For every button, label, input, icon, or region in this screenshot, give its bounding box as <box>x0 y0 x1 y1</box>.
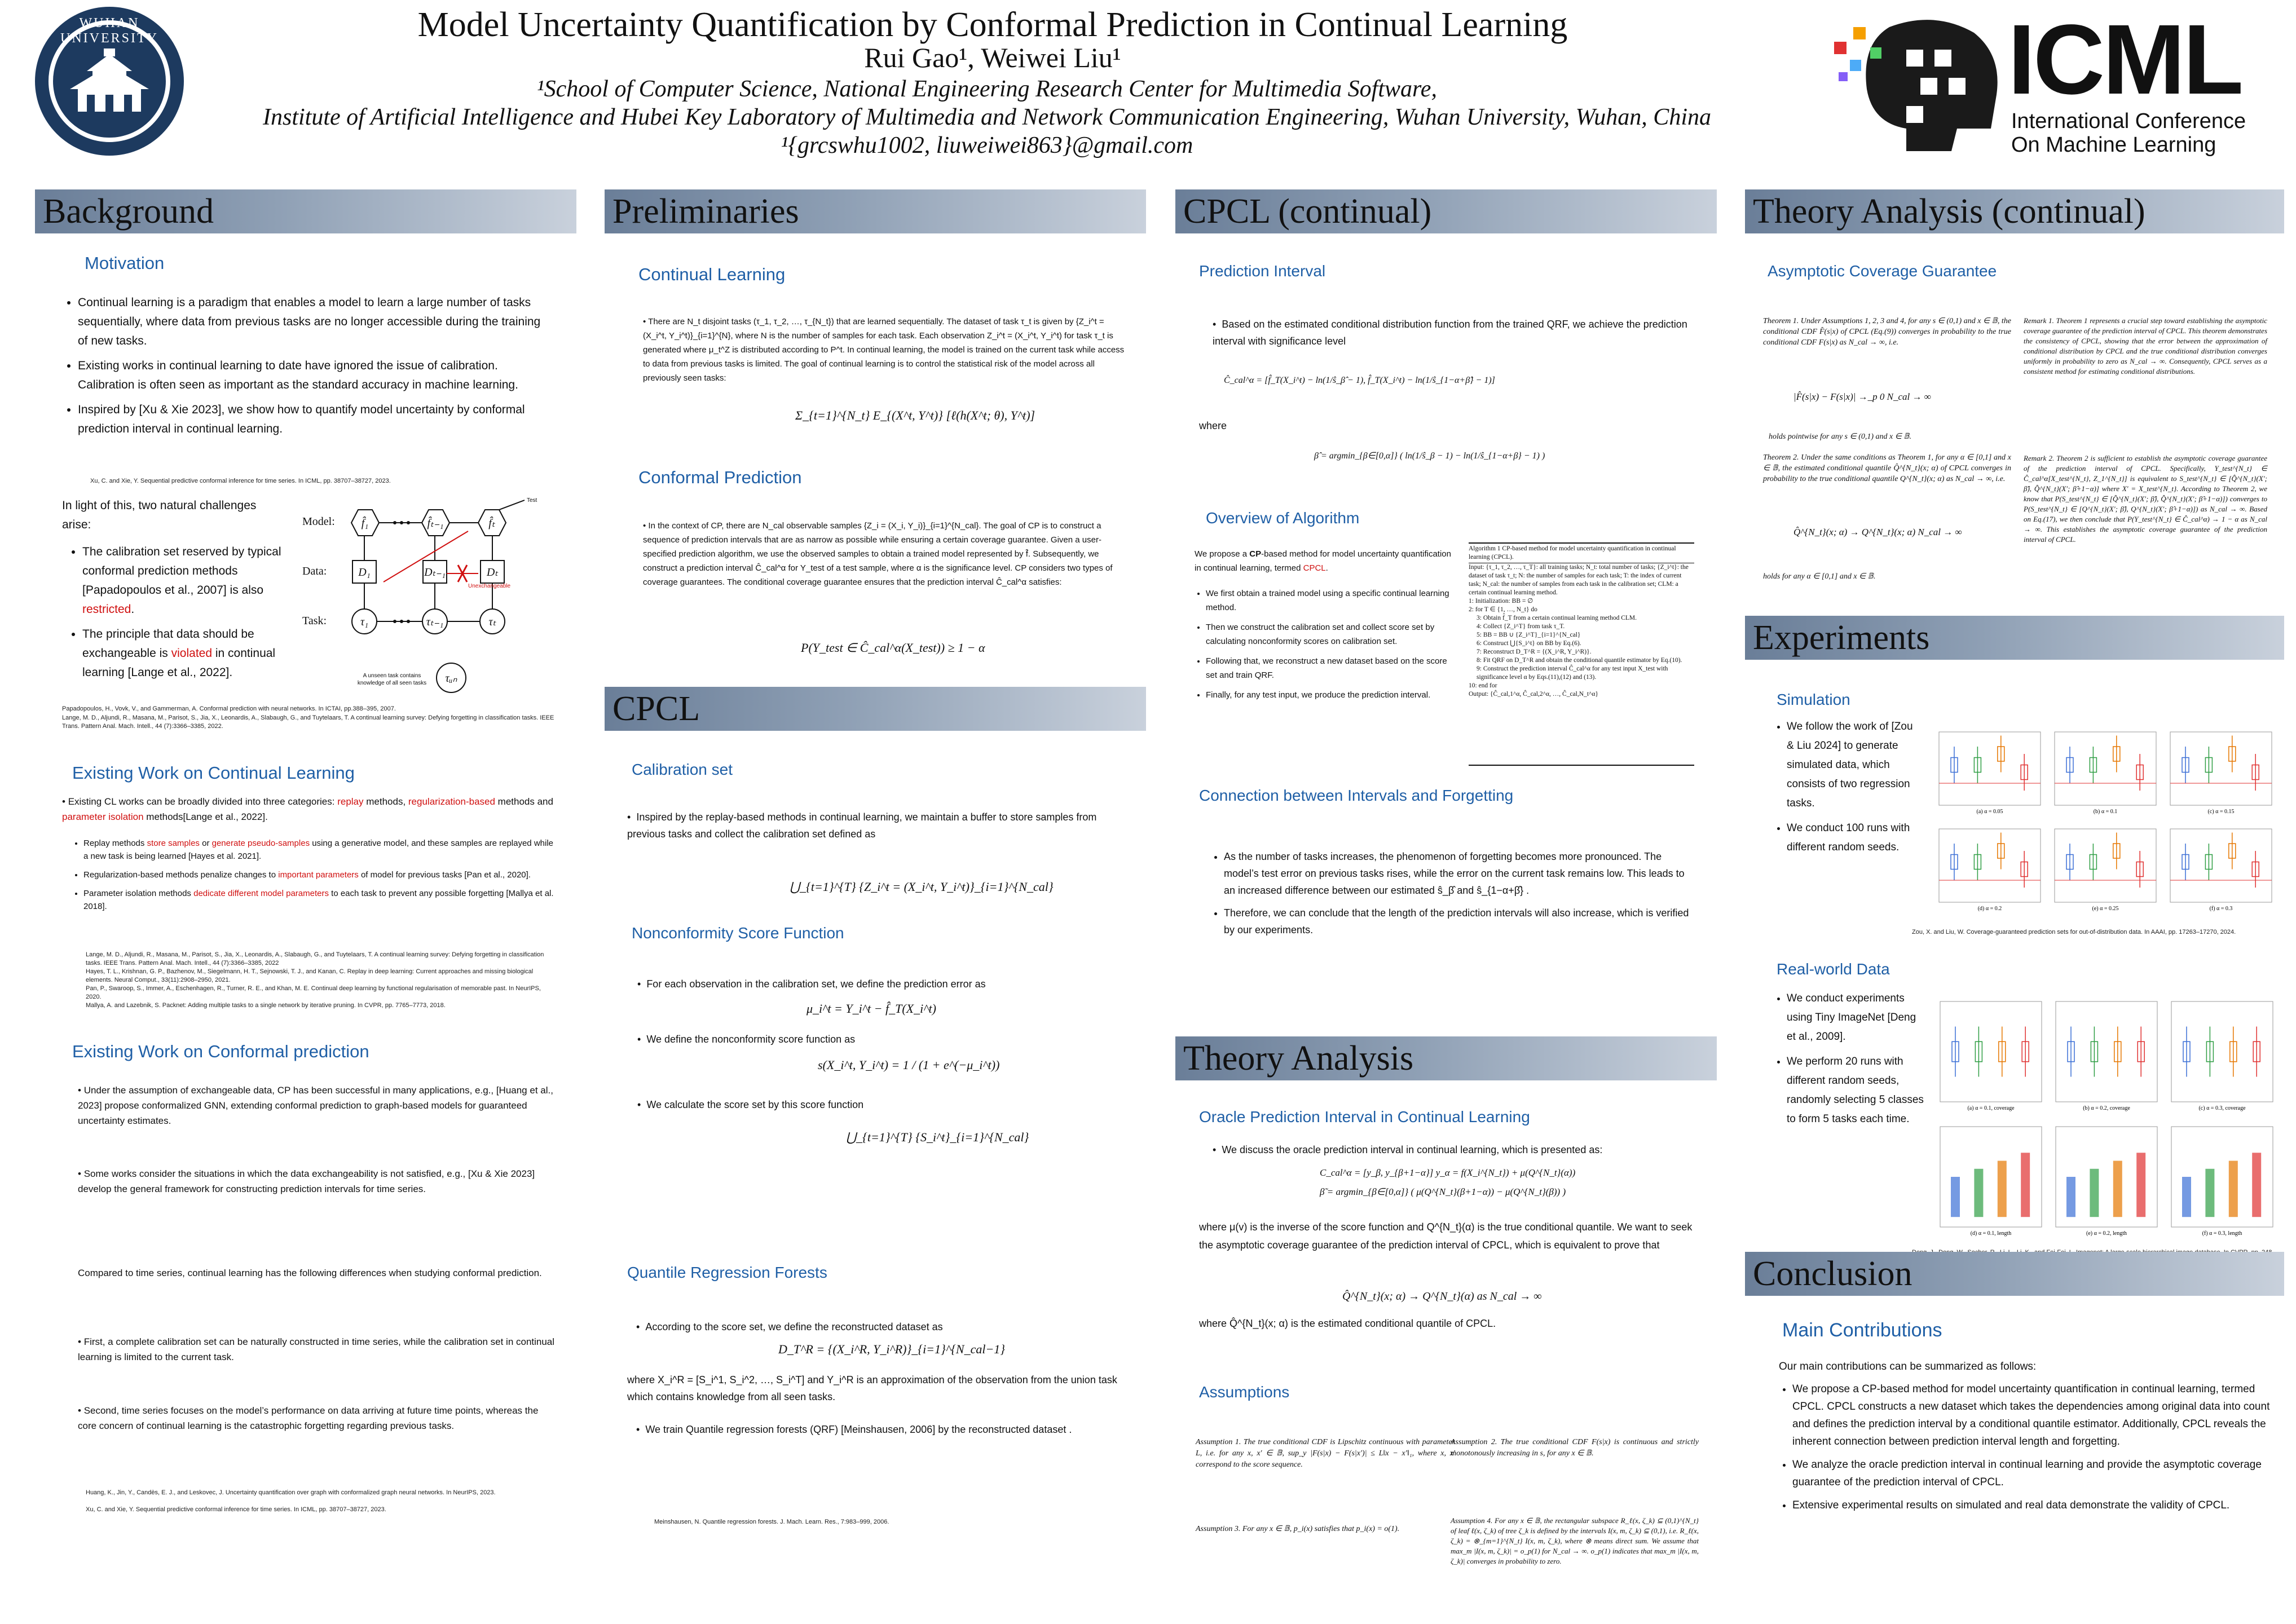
figure-panel <box>1940 1001 2042 1111</box>
diagram-label-test: Test <box>527 497 537 504</box>
reference: Xu, C. and Xie, Y. Sequential predictive conformal inference for time series. In ICML, pp. 38707–38727, 2023. <box>86 1506 386 1513</box>
theorem-1-end: holds pointwise for any s ∈ (0,1) and x ∈ 𝔹. <box>1769 433 1912 441</box>
affiliation-line-1: ¹School of Computer Science, National Engineering Research Center for Multimedia Software, <box>537 76 1437 102</box>
existing-cp-item: • Second, time series focuses on the model’s performance on data arriving at future time points, whereas the core concern of continual learning is the catastrophic forgetting regarding previous tasks. <box>78 1405 539 1431</box>
existing-cp-item: • Under the assumption of exchangeable data, CP has been successful in many applications, e.g., [Huang et al., 2023] propose conformalized GNN, extending conformal prediction to graph-based models for guaranteed uncertainty estimates. <box>78 1085 553 1126</box>
equation-score-set: ⋃_{t=1}^{T} {S_i^t}_{i=1}^{N_cal} <box>846 1130 1029 1144</box>
figure-panel <box>2055 732 2156 815</box>
equation-beta-hat: β̂ = argmin_{β∈[0,α]} ( ln(1/ŝ_β − 1) − ln(1/ŝ_{1−α+β} − 1) ) <box>1314 451 1545 461</box>
panel-caption: (e) α = 0.2, length <box>2086 1230 2127 1237</box>
poster-authors: Rui Gao¹, Weiwei Liu¹ <box>864 42 1121 73</box>
bar-mark <box>2252 1153 2261 1217</box>
contributions-lead: Our main contributions can be summarized as follows: <box>1779 1361 2037 1373</box>
subheading-prediction-interval: Prediction Interval <box>1199 262 1326 280</box>
oracle-text-1: • We discuss the oracle prediction interval in continual learning, which is presented as: <box>1213 1144 1603 1155</box>
algorithm-line: 10: end for <box>1469 682 1497 689</box>
equation-score-function: s(X_i^t, Y_i^t) = 1 / (1 + e^(−μ_i^t)) <box>818 1058 1000 1072</box>
theorem-2-end: holds for any α ∈ [0,1] and x ∈ 𝔹. <box>1763 572 1876 581</box>
qrf-text-1: • According to the score set, we define the reconstructed dataset as <box>636 1321 943 1332</box>
svg-text:τₜ: τₜ <box>488 616 496 628</box>
section-cpcl-continual <box>1175 189 1717 233</box>
algorithm-line: 2: for T ∈ {1, …, N_t} do <box>1469 606 1537 613</box>
reference: Zou, X. and Liu, W. Coverage-guaranteed prediction sets for out-of-distribution data. In AAAI, pp. 17263–17270, 2024. <box>1912 929 2236 935</box>
reference: Xu, C. and Xie, Y. Sequential predictive conformal inference for time series. In ICML, pp. 38707–38727, 2023. <box>90 478 391 484</box>
list-item: • We analyze the oracle prediction interval in continual learning and provide the asymptotic coverage guarantee of the prediction interval of CPCL. <box>1792 1456 2275 1491</box>
subheading-simulation: Simulation <box>1777 691 1850 708</box>
equation-cl-risk: Σ_{t=1}^{N_t} E_{(X^t, Y^t)} [ℓ(h(X^t; θ), Y^t)] <box>795 408 1035 422</box>
intervals-forgetting-text <box>1213 848 1698 944</box>
bar-mark <box>2136 1153 2145 1217</box>
equation-quantile-convergence-2: Q̂^{N_t}(x; α) → Q^{N_t}(x; α) N_cal → ∞ <box>1793 527 1962 537</box>
svg-text:f̂ₜ: f̂ₜ <box>488 517 495 529</box>
equation-cp-coverage: P(Y_test ∈ Ĉ_cal^α(X_test)) ≥ 1 − α <box>801 641 985 655</box>
diagram-label-data: Data: <box>302 565 327 577</box>
figure-panel <box>1940 1127 2042 1237</box>
section-title: Theory Analysis <box>1183 1039 1414 1078</box>
continual-learning-text: • There are N_t disjoint tasks (τ_1, τ_2, …, τ_{N_t}) that are learned sequentially. The dataset of task τ_t is given by {Z_i^t = (X_i^t, Y_i^t)}_{i=1}^{N}, where N is the number of samples for each task. Each observation Z_i^t = (X_i^t, Y_i^t) for task τ_t is generated where μ_t^Z is distributed according to P^t. In continual learning, the model is trained on the current task while access to data from previous tasks is limited. The goal of continual learning is to control the statistical risk of the model across all previously seen tasks: <box>643 317 1125 383</box>
conformal-prediction-text: • In the context of CP, there are N_cal observable samples {Z_i = (X_i, Y_i)}_{i=1}^{N_cal}. The goal of CP is to construct a sequence of prediction intervals that are as narrow as possible while ensuring a certain coverage guarantee. Given a user-specified prediction algorithm, we use the observed samples to obtain a trained model represented by f̂. Subsequently, we construct a prediction interval Ĉ_cal^α for Y_test of a test sample, where α is the significance level. CP considers two types of coverage guarantees. The conditional coverage guarantee ensures that the prediction interval Ĉ_cal^α satisfies: <box>643 521 1113 587</box>
affiliation-line-2: Institute of Artificial Intelligence and Hubei Key Laboratory of Multimedia and Network Communication Engineering, Wuhan University, Wuhan, China <box>263 104 1711 130</box>
subheading-oracle-interval: Oracle Prediction Interval in Continual Learning <box>1199 1108 1530 1126</box>
theorem-1: Theorem 1. Under Assumptions 1, 2, 3 and 4, for any s ∈ (0,1) and x ∈ 𝔹, the conditional CDF F̂(s|x) of CPCL (Eq.(9)) converges in probability to the true conditional CDF F(s|x) as N_cal → ∞, i.e. <box>1763 317 2011 347</box>
equation-calibration-set: ⋃_{t=1}^{T} {Z_i^t = (X_i^t, Y_i^t)}_{i=1}^{N_cal} <box>790 880 1054 894</box>
bar-mark <box>2182 1177 2191 1217</box>
svg-text:Dₜ: Dₜ <box>486 566 499 579</box>
figure-panel <box>1939 732 2041 815</box>
algorithm-line: 3: Obtain f̂_T from a certain continual learning method CLM. <box>1477 615 1637 621</box>
diagram-label-model: Model: <box>302 515 335 528</box>
panel-caption: (f) α = 0.3 <box>2209 906 2233 912</box>
overview-lead: We propose a CP-based method for model uncertainty quantification in continual learning, termed CPCL. <box>1195 549 1451 573</box>
motivation-list <box>62 293 553 444</box>
subheading-overview: Overview of Algorithm <box>1206 509 1360 527</box>
reference: Papadopoulos, H., Vovk, V., and Gammerman, A. Conformal prediction with neural networks. In ICTAI, pp.388–395, 2007. <box>62 705 396 712</box>
oracle-text-3: where Q̂^{N_t}(x; α) is the estimated conditional quantile of CPCL. <box>1199 1318 1496 1329</box>
list-item: • Parameter isolation methods dedicate different model parameters to each task to prevent any possible forgetting [Mallya et al. 2018]. <box>83 887 558 913</box>
diagram-label-unexchangeable: Unexchangeable <box>468 583 511 589</box>
list-item: • Finally, for any test input, we produce the prediction interval. <box>1206 688 1460 702</box>
poster-title: Model Uncertainty Quantification by Conformal Prediction in Continual Learning <box>417 6 1568 44</box>
panel-caption: (e) α = 0.25 <box>2092 906 2119 912</box>
section-title: Background <box>43 192 214 231</box>
panel-caption: (c) α = 0.3, coverage <box>2198 1105 2246 1111</box>
algorithm-line: 5: BB = BB ∪ {Z_i^T}_{i=1}^{N_cal} <box>1477 632 1581 638</box>
section-cpcl <box>605 687 1146 731</box>
algorithm-box <box>1469 542 1694 766</box>
algorithm-line: 1: Initialization: BB = ∅ <box>1469 598 1533 604</box>
list-item: • Inspired by [Xu & Xie 2023], we show how to quantify model uncertainty by conformal prediction interval in continual learning. <box>78 400 553 439</box>
list-item: • Following that, we reconstruct a new dataset based on the score set and train QRF. <box>1206 654 1460 682</box>
calibration-text: • Inspired by the replay-based methods in continual learning, we maintain a buffer to store samples from previous tasks and collect the calibration set defined as <box>627 811 1097 840</box>
subheading-assumptions: Assumptions <box>1199 1383 1290 1401</box>
icml-wordmark: ICML <box>2008 5 2242 115</box>
seal-text: WUHAN UNIVERSITY <box>60 16 158 46</box>
figure-panel <box>1939 829 2041 912</box>
figure-panel <box>2170 829 2272 912</box>
remark-1: Remark 1. Theorem 1 represents a crucial step toward establishing the asymptotic coverage guarantee of the prediction interval of CPCL. This theorem demonstrates the consistency of CPCL, showing that the error between the approximation of conditional distribution by CPCL and the true conditional distribution converges uniformly in probability to zero as N_cal → ∞. Consequently, CPCL serves as a consistent method for estimating conditional distributions. <box>2024 316 2267 376</box>
list-item: • We first obtain a trained model using a specific continual learning method. <box>1206 586 1460 615</box>
subheading-existing-cl: Existing Work on Continual Learning <box>72 763 355 783</box>
icml-logo <box>1822 5 2284 158</box>
subheading-nonconformity: Nonconformity Score Function <box>632 924 844 942</box>
algorithm-line: 4: Collect {Z_i^T} from task τ_T. <box>1477 623 1565 630</box>
figure-panel <box>2171 1001 2273 1111</box>
figure-panel <box>2056 1001 2157 1111</box>
subheading-motivation: Motivation <box>85 253 165 273</box>
section-title: CPCL (continual) <box>1183 192 1432 231</box>
svg-text:f̂ₜ₋₁: f̂ₜ₋₁ <box>427 517 444 529</box>
simulation-figure <box>1933 727 2283 925</box>
section-title: Conclusion <box>1753 1255 1912 1293</box>
figure-panel <box>2055 829 2156 912</box>
head-icon <box>1822 10 2013 158</box>
panel-caption: (a) α = 0.1, coverage <box>1967 1105 2015 1111</box>
reference: Hayes, T. L., Krishnan, G. P., Bazhenov, M., Siegelmann, H. T., Sejnowski, T. J., and Kanan, C. Replay in deep learning: Current approaches and missing biological elements. Neural Comput., 33(11):2908–2950, 2021. <box>86 968 534 983</box>
icml-subtitle-2: On Machine Learning <box>2011 133 2216 157</box>
overview-list <box>1195 586 1460 708</box>
subheading-asymptotic-coverage: Asymptotic Coverage Guarantee <box>1768 262 1997 280</box>
subheading-qrf: Quantile Regression Forests <box>627 1264 827 1281</box>
qrf-text-2: where X_i^R = [S_i^1, S_i^2, …, S_i^T] and Y_i^R is an approximation of the observation from the union task which contains knowledge from all seen tasks. <box>627 1374 1117 1402</box>
panel-caption: (b) α = 0.1 <box>2093 809 2118 815</box>
svg-text:τ₁: τ₁ <box>360 616 369 628</box>
bar-mark <box>2229 1161 2238 1217</box>
section-title: Preliminaries <box>612 192 799 231</box>
nonconformity-text-1: • For each observation in the calibration set, we define the prediction error as <box>637 978 986 990</box>
assumption-2: Assumption 2. The true conditional CDF F(s|x) is continuous and strictly monotonously increasing in s, for any x ∈ 𝔹. <box>1451 1438 1699 1458</box>
reference: Mallya, A. and Lazebnik, S. Packnet: Adding multiple tasks to a single network by iterative pruning. In CVPR, pp. 7765–7773, 2018. <box>86 1002 446 1009</box>
list-item: • Replay methods store samples or generate pseudo-samples using a generative model, and these samples are replayed while a new task is being learned [Hayes et al. 2021]. <box>83 837 558 863</box>
equation-oracle-interval: C_cal^α = [y_β, y_{β+1−α}] y_α = f(X_i^{N_t}) + μ(Q^{N_t}(α)) <box>1320 1167 1576 1178</box>
equation-quantile-convergence: Q̂^{N_t}(x; α) → Q^{N_t}(α) as N_cal → ∞ <box>1342 1290 1542 1303</box>
real-world-plots <box>1934 997 2284 1246</box>
section-background <box>35 189 576 233</box>
panel-caption: (c) α = 0.15 <box>2207 809 2235 815</box>
equation-cdf-convergence: |F̂(s|x) − F(s|x)| →_p 0 N_cal → ∞ <box>1793 391 1931 402</box>
prediction-interval-where: where <box>1199 420 1227 431</box>
subheading-calibration-set: Calibration set <box>632 761 733 778</box>
list-item: • Continual learning is a paradigm that enables a model to learn a large number of tasks sequentially, where data from previous tasks are no longer accessible during the training of new tasks. <box>78 293 553 351</box>
real-world-list <box>1774 989 1927 1135</box>
bar-mark <box>2090 1169 2099 1217</box>
algorithm-line: 6: Construct ⋃{S_i^t} on BB by Eq.(6). <box>1477 640 1581 647</box>
list-item: • The principle that data should be exchangeable is violated in continual learning [Lange et al., 2022]. <box>82 625 298 682</box>
list-item: • Regularization-based methods penalize changes to important parameters of model for previous tasks [Pan et al., 2020]. <box>83 868 558 881</box>
list-item: • We follow the work of [Zou & Liu 2024] to generate simulated data, which consists of two regression tasks. <box>1787 717 1921 813</box>
reference: Pan, P., Swaroop, S., Immer, A., Eschenhagen, R., Turner, R. E., and Khan, M. E. Continual deep learning by functional regularisation of memorable past. In NeurIPS, 2020. <box>86 985 541 1000</box>
reference: Huang, K., Jin, Y., Candès, E. J., and Leskovec, J. Uncertainty quantification over graph with conformalized graph neural networks. In NeurIPS, 2023. <box>86 1489 496 1496</box>
algorithm-line: Input: {τ_1, τ_2, …, τ_T}: all training tasks; N_t: total number of tasks; {Z_i^t}: the dataset of task τ_t; N: the number of samples for each task; T: the index of current task; N_cal: the number of samples from each task in the calibration set; CLM: a certain continual learning method. <box>1469 564 1689 596</box>
bar-mark <box>2205 1169 2214 1217</box>
subheading-main-contributions: Main Contributions <box>1782 1320 1942 1341</box>
university-seal <box>33 5 186 158</box>
existing-cl-lead: • Existing CL works can be broadly divided into three categories: replay methods, regularization-based methods and parameter isolation methods[Lange et al., 2022]. <box>62 796 553 822</box>
nonconformity-text-3: • We calculate the score set by this score function <box>637 1099 864 1110</box>
bar-mark <box>1974 1169 1983 1217</box>
section-conclusion <box>1745 1252 2284 1296</box>
assumption-3: Assumption 3. For any x ∈ 𝔹, p_i(x) satisfies that p_i(x) = o(1). <box>1196 1525 1400 1533</box>
section-title: Theory Analysis (continual) <box>1753 192 2145 231</box>
svg-text:τᵤₙ: τᵤₙ <box>445 672 457 685</box>
subheading-continual-learning: Continual Learning <box>638 264 786 284</box>
figure-panel <box>2056 1127 2157 1237</box>
icml-subtitle-1: International Conference <box>2011 109 2246 133</box>
reference: Lange, M. D., Aljundi, R., Masana, M., Parisot, S., Jia, X., Leonardis, A., Slabaugh, G., and Tuytelaars, T. A continual learning survey: Defying forgetting in classification tasks. IEEE Trans. Pattern Anal. Mach. Intell., 44 (7):3366–3385, 2022. <box>62 714 554 730</box>
list-item: • Existing works in continual learning to date have ignored the issue of calibration. Calibration is often seen as important as the standard accuracy in machine learning. <box>78 356 553 395</box>
contributions-list <box>1779 1380 2275 1520</box>
assumption-1: Assumption 1. The true conditional CDF is Lipschitz continuous with parameter L, i.e. for any x, x′ ∈ 𝔹, sup_y |F(s|x) − F(s|x′)| ≤ L‖x − x′‖₁, where x, x′ correspond to the score sequence. <box>1196 1438 1455 1469</box>
algorithm-line: 8: Fit QRF on D_T^R and obtain the conditional quantile estimator by Eq.(10). <box>1477 657 1682 664</box>
nonconformity-text-2: • We define the nonconformity score function as <box>637 1034 856 1045</box>
svg-text:Dₜ₋₁: Dₜ₋₁ <box>424 566 446 579</box>
section-preliminaries <box>605 189 1146 233</box>
section-title: CPCL <box>612 690 700 728</box>
section-experiments <box>1745 616 2284 660</box>
section-theory-continual <box>1745 189 2284 233</box>
list-item: • We perform 20 runs with different random seeds, randomly selecting 5 classes to form 5 tasks each time. <box>1787 1052 1927 1129</box>
equation-prediction-interval: Ĉ_cal^α = [f̂_T(X_i^t) − ln(1/ŝ_β̂ − 1), f̂_T(X_i^t) − ln(1/ŝ_{1−α+β̂} − 1)] <box>1224 376 1495 385</box>
equation-oracle-beta: β̃ = argmin_{β∈[0,α]} ( μ(Q^{N_t}(β+1−α)) − μ(Q^{N_t}(β)) ) <box>1320 1186 1566 1197</box>
figure-panel <box>2171 1127 2273 1237</box>
bar-mark <box>2021 1153 2030 1217</box>
assumption-4: Assumption 4. For any x ∈ 𝔹, the rectangular subspace R_ℓ(x, ζ_k) ⊆ (0,1)^{N_t} of leaf ℓ(x, ζ_k) of tree ζ_k is defined by the intervals I(x, m, ζ_k) ⊆ (0,1), i.e. R_ℓ(x, ζ_k) = ⊗_{m=1}^{N_t} I(x, m, ζ_k), where ⊗ means direct sum. We assume that max_m |I(x, m, ζ_k)| = o_p(1) for N_cal → ∞. o_p(1) indicates that max_m |I(x, m, ζ_k)| converges in probability to zero. <box>1451 1516 1699 1565</box>
bar-mark <box>1951 1177 1960 1217</box>
simulation-list <box>1774 717 1921 863</box>
prediction-interval-text: • Based on the estimated conditional distribution function from the trained QRF, we achieve the prediction interval with significance level <box>1213 319 1687 347</box>
list-item: • The calibration set reserved by typical conformal prediction methods [Papadopoulos et al., 2007] is also restricted. <box>82 542 298 619</box>
svg-text:f̂₁: f̂₁ <box>361 517 369 529</box>
theorem-2: Theorem 2. Under the same conditions as Theorem 1, for any α ∈ [0,1] and x ∈ 𝔹, the estimated conditional quantile Q̂^{N_t}(x; α) of CPCL converges in probability to the true conditional quantile Q^{N_t}(x; α) as N_cal → ∞, i.e. <box>1763 453 2011 483</box>
panel-caption: (a) α = 0.05 <box>1976 809 2003 815</box>
list-item: • Therefore, we can conclude that the length of the prediction intervals will also increase, which is verified by our experiments. <box>1224 904 1698 938</box>
algorithm-title: Algorithm 1 CP-based method for model uncertainty quantification in continual learning (CPCL). <box>1469 544 1694 563</box>
list-item: • We conduct experiments using Tiny ImageNet [Deng et al., 2009]. <box>1787 989 1927 1047</box>
panel-caption: (f) α = 0.3, length <box>2202 1230 2242 1237</box>
diagram-note: A unseen task contains knowledge of all seen tasks <box>357 673 427 686</box>
bar-mark <box>2113 1161 2122 1217</box>
algorithm-line: Output: {Ĉ_cal,1^α, Ĉ_cal,2^α, …, Ĉ_cal,N_t^α} <box>1469 691 1598 698</box>
challenges-list <box>67 542 298 688</box>
diagram-label-task: Task: <box>302 615 327 627</box>
algorithm-line: 9: Construct the prediction interval Ĉ_cal^α for any test input X_test with significance level α by Eqs.(11),(12) and (13). <box>1477 665 1668 681</box>
section-theory <box>1175 1036 1717 1080</box>
algorithm-line: 7: Reconstruct D_T^R = {(X_i^R, Y_i^R)}. <box>1477 648 1592 655</box>
panel-caption: (b) α = 0.2, coverage <box>2083 1105 2130 1111</box>
equation-prediction-error: μ_i^t = Y_i^t − f̂_T(X_i^t) <box>807 1001 936 1016</box>
svg-text:D₁: D₁ <box>358 566 371 579</box>
challenges-intro: In light of this, two natural challenges arise: <box>62 499 257 531</box>
continual-learning-diagram <box>299 497 553 695</box>
existing-cp-item: • First, a complete calibration set can be naturally constructed in time series, while the calibration set in continual learning is limited to the current task. <box>78 1336 555 1362</box>
section-title: Experiments <box>1753 619 1930 657</box>
real-world-figure <box>1934 997 2284 1246</box>
author-emails: ¹{grcswhu1002, liuweiwei863}@gmail.com <box>781 133 1193 158</box>
simulation-boxplots <box>1933 727 2283 925</box>
subheading-real-world: Real-world Data <box>1777 960 1890 978</box>
existing-cl-list <box>73 837 558 919</box>
reference: Meinshausen, N. Quantile regression forests. J. Mach. Learn. Res., 7:983–999, 2006. <box>654 1519 889 1525</box>
list-item: • Then we construct the calibration set and collect score set by calculating nonconformity scores on calibration set. <box>1206 620 1460 648</box>
list-item: • We conduct 100 runs with different random seeds. <box>1787 819 1921 857</box>
bar-mark <box>2066 1177 2075 1217</box>
existing-cp-item: • Some works consider the situations in which the data exchangeability is not satisfied, e.g., [Xu & Xie 2023] develop the general framework for constructing prediction intervals for time series. <box>78 1168 535 1194</box>
subheading-conformal-prediction: Conformal Prediction <box>638 467 802 487</box>
reference: Lange, M. D., Aljundi, R., Masana, M., Parisot, S., Jia, X., Leonardis, A., Slabaugh, G., and Tuytelaars, T. A continual learning survey: Defying forgetting in classification tasks. IEEE Trans. Pattern Anal. Mach. Intell., 44 (7):3366–3385, 2022 <box>86 951 544 967</box>
existing-cp-item: Compared to time series, continual learning has the following differences when studying conformal prediction. <box>78 1268 542 1278</box>
panel-caption: (d) α = 0.2 <box>1977 906 2002 912</box>
list-item: • As the number of tasks increases, the phenomenon of forgetting becomes more pronounced. The model’s test error on previous tasks rises, while the error on the current task remains low. This leads to an increased difference between our estimated ŝ_β̂ and ŝ_{1−α+β̂} . <box>1224 848 1698 899</box>
remark-2: Remark 2. Theorem 2 is sufficient to establish the asymptotic coverage guarantee of the prediction interval of CPCL. Specifically, Y_test^{N_t} ∈ Ĉ_cal^α[X_test^{N_t}, Z_1^{N_t}] is equivalent to S_test^{N_t} ∈ [Q̂^{N_t}(X′; β̂), Q̂^{N_t}(X′; β̂+1−α)] where X′ = X_test^{N_t}. According to Theorem 2, we know that P(S_test^{N_t} ∈ [Q̂^{N_t}(X′; β̂), Q̂^{N_t}(X′; β̂+1−α)]) converges to P(S_test^{N_t} ∈ [Q^{N_t}(X′; β̂), Q^{N_t}(X′; β̂+1−α)]) as N_cal → ∞. Based on Eq.(17), we then conclude that P(Y_test^{N_t} ∈ Ĉ_cal^α) → 1 − α as N_cal → ∞. This establishes the asymptotic coverage guarantee of the prediction interval of CPCL. <box>2024 454 2267 544</box>
qrf-text-3: • We train Quantile regression forests (QRF) [Meinshausen, 2006] by the reconstructed dataset . <box>636 1424 1072 1435</box>
svg-text:τₜ₋₁: τₜ₋₁ <box>426 616 444 628</box>
equation-reconstructed-dataset: D_T^R = {(X_i^R, Y_i^R)}_{i=1}^{N_cal−1} <box>778 1342 1006 1356</box>
list-item: • We propose a CP-based method for model uncertainty quantification in continual learning, termed CPCL. CPCL constructs a new dataset which takes the dependencies among original data into count and defines the prediction interval by a conditional quantile estimator. Additionally, CPCL reveals the inherent connection between prediction interval length and forgetting. <box>1792 1380 2275 1450</box>
figure-panel <box>2170 732 2272 815</box>
bar-mark <box>1998 1161 2007 1217</box>
panel-caption: (d) α = 0.1, length <box>1970 1230 2012 1237</box>
list-item: • Extensive experimental results on simulated and real data demonstrate the validity of CPCL. <box>1792 1497 2275 1514</box>
subheading-intervals-forgetting: Connection between Intervals and Forgetting <box>1199 787 1514 804</box>
oracle-text-2: where μ(v) is the inverse of the score function and Q^{N_t}(α) is the true conditional quantile. We want to seek the asymptotic coverage guarantee of the prediction interval of CPCL, which is equivalent to prove that <box>1199 1221 1693 1251</box>
subheading-existing-cp: Existing Work on Conformal prediction <box>72 1042 369 1061</box>
